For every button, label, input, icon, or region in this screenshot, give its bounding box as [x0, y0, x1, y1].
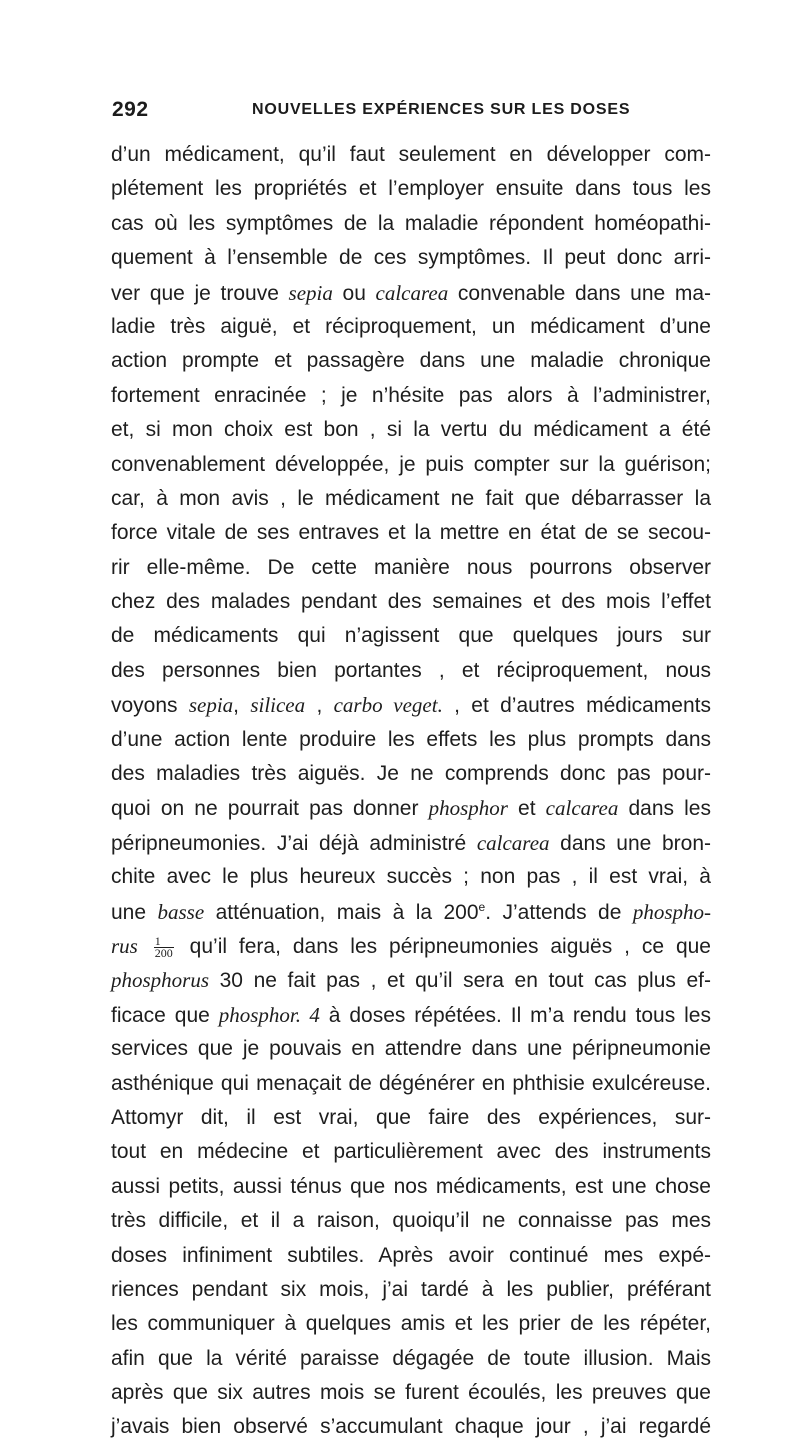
text-run: voyons: [111, 694, 189, 718]
text-line: [111, 172, 711, 206]
text-run: [138, 935, 150, 958]
text-run: ver que je trouve: [111, 281, 289, 305]
italic-term: phosphorus: [111, 968, 210, 993]
text-run: services que je pouvais en attendre dans une péripneumonie: [111, 1037, 711, 1061]
italic-term: phosphor. 4: [218, 1002, 320, 1027]
text-run: asthénique qui menaçait de dégénérer en phthisie exulcéreuse.: [111, 1071, 711, 1095]
text-line: [111, 1342, 711, 1376]
text-run: 30 ne fait pas , et qu’il sera en tout cas plus ef-: [209, 969, 711, 993]
text-line: [111, 1101, 711, 1135]
text-line: [111, 860, 711, 894]
text-line: [111, 723, 711, 757]
text-run: convenable dans une ma-: [448, 281, 712, 305]
text-line: [111, 482, 711, 516]
text-run: ,: [233, 694, 251, 718]
text-line: [111, 1239, 711, 1273]
text-run: ou: [332, 281, 376, 305]
italic-term: calcarea: [476, 830, 550, 855]
text-run: atténuation, mais à la 200: [204, 900, 479, 924]
text-run: des maladies très aiguës. Je ne comprends donc pas pour-: [111, 762, 711, 786]
text-run: dans les: [618, 797, 711, 821]
text-run: force vitale de ses entraves et la mettre en état de se secou-: [111, 521, 711, 545]
text-run: . J’attends de: [485, 900, 633, 924]
text-line: [111, 1135, 711, 1169]
text-run: une: [111, 900, 158, 924]
text-run: rir elle-même. De cette manière nous pourrons observer: [111, 555, 711, 579]
text-run: Attomyr dit, il est vrai, que faire des expériences, sur-: [111, 1105, 711, 1129]
text-line: [111, 929, 711, 963]
text-line: [111, 1067, 711, 1101]
italic-term: phospho-: [632, 899, 711, 924]
text-run: , et d’autres médicaments: [442, 694, 711, 718]
text-line: [111, 310, 711, 344]
text-run: à doses répétées. Il m’a rendu tous les: [319, 1003, 711, 1027]
text-line: [111, 344, 711, 378]
text-run: plétement les propriétés et l’employer ensuite dans tous les: [111, 177, 711, 201]
running-head: [112, 98, 712, 128]
text-run: car, à mon avis , le médicament ne fait que débarrasser la: [111, 486, 711, 510]
text-line: [111, 207, 711, 241]
superscript: e: [478, 899, 486, 914]
fraction: [154, 933, 174, 960]
text-line: [111, 448, 711, 482]
text-run: après que six autres mois se furent écoulés, les preuves que: [111, 1381, 711, 1405]
text-line: [111, 1170, 711, 1204]
text-run: très difficile, et il a raison, quoiqu’il ne connaisse pas mes: [111, 1209, 711, 1233]
text-line: [111, 1410, 711, 1444]
italic-term: silicea: [250, 693, 306, 718]
fraction-denominator: 200: [154, 945, 173, 960]
italic-term: basse: [157, 899, 205, 924]
text-run: riences pendant six mois, j’ai tardé à les publier, préférant: [111, 1277, 711, 1301]
text-line: [111, 654, 711, 688]
text-line: [111, 963, 711, 997]
italic-term: phosphor: [428, 796, 508, 821]
text-run: cas où les symptômes de la maladie répondent homéopathi-: [111, 211, 711, 235]
text-run: aussi petits, aussi ténus que nos médicaments, est une chose: [111, 1174, 711, 1198]
text-run: tout en médecine et particulièrement avec des instruments: [111, 1140, 711, 1164]
italic-term: sepia: [288, 280, 333, 305]
text-run: d’une action lente produire les effets les plus prompts dans: [111, 727, 711, 751]
page-number: 292: [112, 98, 149, 121]
text-line: [111, 688, 711, 722]
text-line: [111, 1376, 711, 1410]
text-run: de médicaments qui n’agissent que quelques jours sur: [111, 624, 711, 648]
text-run: ,: [305, 694, 334, 718]
text-line: [111, 1204, 711, 1238]
text-run: fortement enracinée ; je n’hésite pas alors à l’administrer,: [111, 383, 711, 407]
text-line: [111, 413, 711, 447]
text-line: [111, 551, 711, 585]
text-line: [111, 619, 711, 653]
text-run: qu’il fera, dans les péripneumonies aiguës , ce que: [177, 934, 711, 958]
text-run: chite avec le plus heureux succès ; non pas , il est vrai, à: [111, 865, 711, 889]
text-line: [111, 516, 711, 550]
text-line: [111, 1273, 711, 1307]
text-run: péripneumonies. J’ai déjà administré: [111, 831, 477, 855]
text-run: d’un médicament, qu’il faut seulement en développer com-: [111, 143, 711, 166]
text-line: [111, 757, 711, 791]
text-run: des personnes bien portantes , et réciproquement, nous: [111, 658, 711, 682]
italic-term: carbo veget.: [333, 693, 443, 718]
text-run: ladie très aiguë, et réciproquement, un médicament d’une: [111, 314, 711, 338]
text-run: afin que la vérité paraisse dégagée de toute illusion. Mais: [111, 1346, 711, 1370]
text-run: convenablement développée, je puis compter sur la guérison;: [111, 452, 711, 476]
text-run: quement à l’ensemble de ces symptômes. Il peut donc arri-: [111, 246, 711, 270]
text-line: [111, 1032, 711, 1066]
text-run: chez des malades pendant des semaines et des mois l’effet: [111, 590, 711, 614]
text-line: [111, 276, 711, 310]
text-run: action prompte et passagère dans une maladie chronique: [111, 349, 711, 373]
text-run: j’avais bien observé s’accumulant chaque jour , j’ai regardé: [111, 1415, 711, 1439]
text-run: ficace que: [111, 1003, 219, 1027]
italic-term: sepia: [188, 693, 234, 718]
fraction-numerator: 1: [154, 936, 174, 948]
text-line: [111, 1307, 711, 1341]
italic-term: calcarea: [375, 280, 449, 305]
body-text: [111, 138, 711, 1445]
text-line: [111, 241, 711, 275]
italic-term: rus: [111, 933, 138, 958]
text-run: dans une bron-: [549, 831, 711, 855]
italic-term: calcarea: [545, 796, 619, 821]
text-line: [111, 379, 711, 413]
text-line: [111, 138, 711, 172]
text-line: [111, 585, 711, 619]
text-line: [111, 998, 711, 1032]
text-run: quoi on ne pourrait pas donner: [111, 797, 429, 821]
text-run: et: [507, 797, 546, 821]
text-run: les communiquer à quelques amis et les prier de les répéter,: [111, 1312, 711, 1336]
text-line: [111, 791, 711, 825]
running-title: NOUVELLES EXPÉRIENCES SUR LES DOSES: [252, 101, 631, 118]
text-line: [111, 895, 711, 929]
text-run: et, si mon choix est bon , si la vertu du médicament a été: [111, 418, 711, 442]
text-run: doses infiniment subtiles. Après avoir continué mes expé-: [111, 1243, 711, 1267]
text-line: [111, 826, 711, 860]
